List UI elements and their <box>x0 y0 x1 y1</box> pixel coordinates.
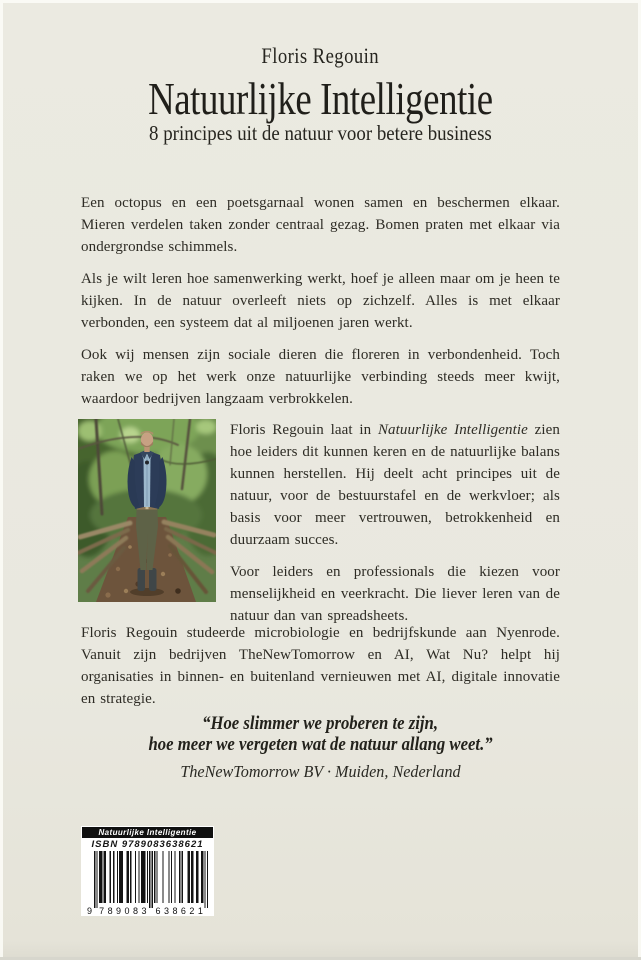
quote-line-1: “Hoe slimmer we proberen te zijn, <box>202 713 439 734</box>
isbn-barcode <box>81 826 214 916</box>
barcode-isbn-text: ISBN 9789083638621 <box>91 838 204 850</box>
paragraph-octopus: Een octopus en een poetsgarnaal wonen samen en beschermen elkaar. Mieren verdelen taken zonder centraal gezag. Bomen praten met elkaar via ondergrondse schimmels. <box>81 195 560 255</box>
author-photo <box>78 419 216 602</box>
paragraph-samenwerking: Als je wilt leren hoe samenwerking werkt, hoef je alleen maar om je heen te kijken. In de natuur overleeft niets op zichzelf. Alles is met elkaar verbonden, een systeem dat al miljoenen jaren werkt. <box>81 271 560 331</box>
bio-text-column <box>230 419 560 627</box>
intro-paragraphs <box>81 192 560 410</box>
svg-text:638621: 638621 <box>155 906 203 915</box>
author-background-section <box>81 622 560 710</box>
svg-text:9: 9 <box>87 906 93 915</box>
quote-line-2: hoe meer we vergeten wat de natuur allang weet.” <box>148 734 493 755</box>
barcode-title-bar: Natuurlijke Intelligentie <box>82 827 213 838</box>
barcode-bars <box>87 851 208 915</box>
paragraph-audience: Voor leiders en professionals die kiezen voor menselijkheid en veerkracht. Die liever leren van de natuur dan van spreadsheets. <box>230 564 560 624</box>
book-title: Natuurlijke Intelligentie <box>148 73 493 124</box>
book-title-italic: Natuurlijke Intelligentie <box>377 422 528 438</box>
author-name: Floris Regouin <box>261 43 380 68</box>
pull-quote <box>0 713 641 755</box>
book-subtitle: 8 principes uit de natuur voor betere business <box>149 121 492 145</box>
author-photo-forest-illustration <box>78 419 216 602</box>
paragraph-author-background: Floris Regouin studeerde microbiologie en bedrijfskunde aan Nyenrode. Vanuit zijn bedrijven TheNewTomorrow en AI, Wat Nu? helpt hij organisaties in binnen- en buitenland vernieuwen met AI, digitale innovatie en strategie. <box>81 625 560 707</box>
bio-section <box>78 419 560 627</box>
svg-text:789083: 789083 <box>99 906 147 915</box>
paragraph-book-pitch: Floris Regouin laat in Natuurlijke Intelligentie zien hoe leiders dit kunnen keren en de natuurlijke balans kunnen herstellen. Hij deelt acht principes uit de natuur, voor de bestuurstafel en de werkvloer; als basis voor meer vertrouwen, betrokkenheid en duurzaam succes. <box>230 422 560 548</box>
publisher-line: TheNewTomorrow BV · Muiden, Nederland <box>180 762 461 781</box>
paragraph-sociale-dieren: Ook wij mensen zijn sociale dieren die floreren in verbondenheid. Toch raken we op het werk onze natuurlijke verbinding steeds meer kwijt, waardoor bedrijven langzaam verbrokkelen. <box>81 347 560 407</box>
